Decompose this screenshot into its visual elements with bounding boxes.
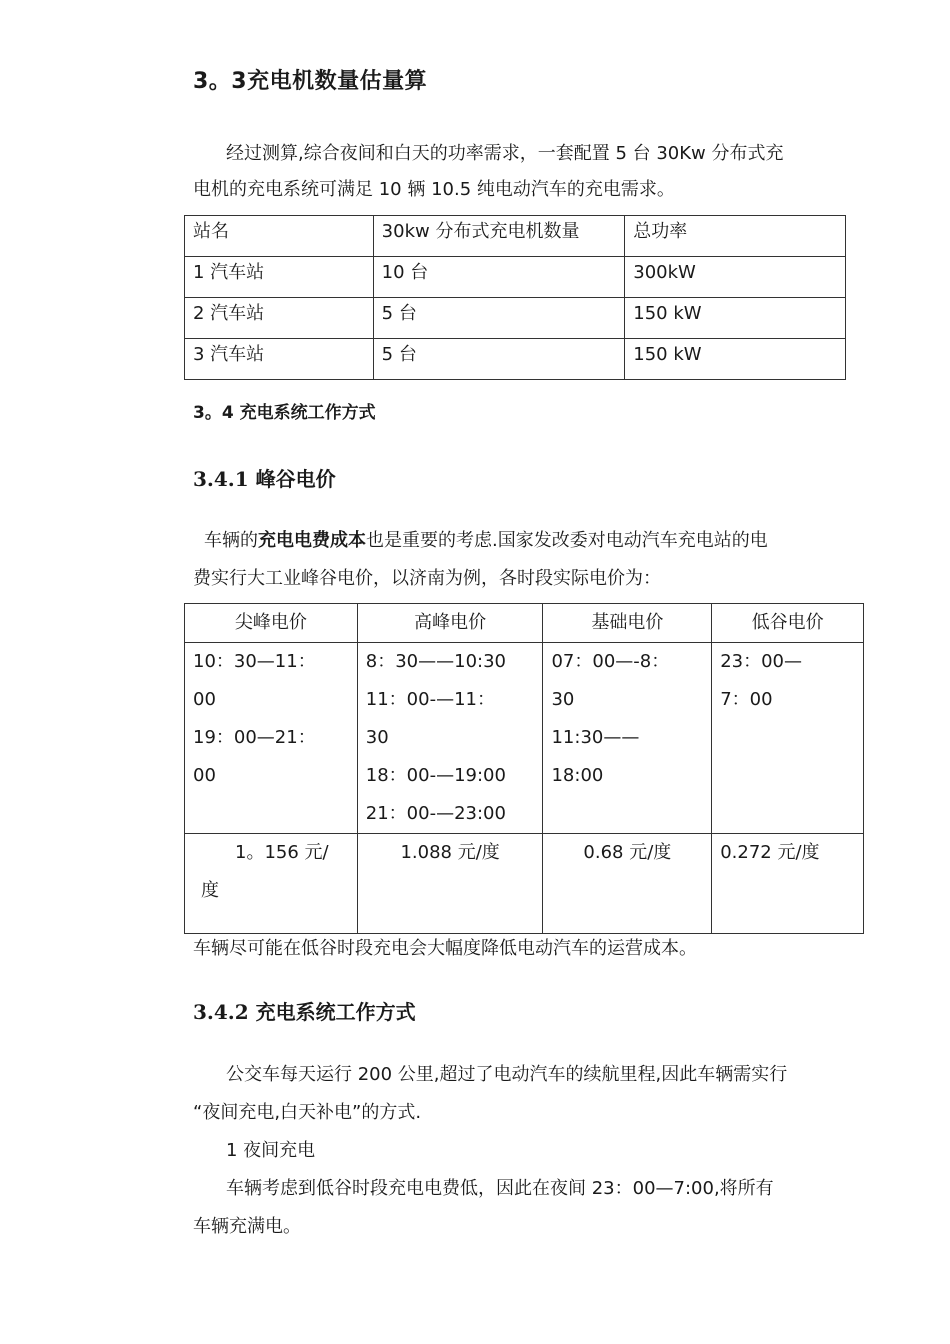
table-header-cell: 基础电价 [543,604,712,643]
table-header-cell: 低谷电价 [712,604,864,643]
price-cell: 1.088 元/度 [357,834,543,934]
paragraph-line: “夜间充电,白天补电”的方式. [193,1102,422,1123]
cell-line: 00 [193,765,216,786]
cell-line: 11:30—— [551,727,640,748]
paragraph-line: 公交车每天运行 200 公里,超过了电动汽车的续航里程,因此车辆需实行 [226,1064,788,1085]
table-header-cell: 站名 [185,216,374,257]
cell-line: 1。156 元/ [235,842,329,863]
cell-line: 30 [365,727,389,748]
time-period-cell [712,643,864,834]
price-cell: 0.272 元/度 [712,834,864,934]
table-row [185,298,846,339]
cell-line: 度 [201,880,219,901]
table-cell: 1 汽车站 [185,257,374,298]
electricity-price-table [184,603,864,934]
section-title-3-4: 3。4 充电系统工作方式 [193,403,376,423]
table-header-cell: 总功率 [625,216,846,257]
table-header-row [185,604,864,643]
list-item: 1 夜间充电 [226,1140,316,1161]
cell-line: 11：00-—11： [365,689,495,710]
paragraph-line [204,522,768,560]
table-row [185,339,846,380]
table-row [185,257,846,298]
table-header-row [185,216,846,257]
table-cell: 5 台 [373,339,625,380]
section-title-3-3: 3。3充电机数量估量算 [193,69,428,94]
table-header-cell: 高峰电价 [357,604,543,643]
table-cell: 3 汽车站 [185,339,374,380]
table-row [185,643,864,834]
cell-line: 10：30—11： [193,651,316,672]
cell-line: 8：30——10:30 [365,651,507,672]
table-cell: 10 台 [373,257,625,298]
paragraph-text: 车辆的 [204,530,258,551]
price-cell [185,834,358,934]
table-cell: 300kW [625,257,846,298]
paragraph-line: 车辆充满电。 [193,1216,301,1237]
table-header-cell: 尖峰电价 [185,604,358,643]
section-title-3-4-1: 3.4.1 峰谷电价 [193,467,336,491]
table-cell: 150 kW [625,339,846,380]
charger-count-table [184,215,846,380]
table-cell: 5 台 [373,298,625,339]
cell-line: 00 [193,689,216,710]
table-cell: 2 汽车站 [185,298,374,339]
paragraph-line: 经过测算,综合夜间和白天的功率需求，一套配置 5 台 30Kw 分布式充 [226,143,784,164]
cell-line: 21：00-—23:00 [365,803,506,824]
time-period-cell [357,643,543,834]
cell-line: 23：00— [720,651,803,672]
cell-line: 7：00 [720,689,773,710]
paragraph-text: 也是重要的考虑.国家发改委对电动汽车充电站的电 [366,530,768,551]
bold-emphasis: 充电电费成本 [258,530,366,551]
cell-line: 07：00—-8： [551,651,670,672]
paragraph-line: 费实行大工业峰谷电价，以济南为例，各时段实际电价为： [193,568,661,589]
table-cell: 150 kW [625,298,846,339]
cell-line: 18:00 [551,765,604,786]
paragraph-line: 车辆考虑到低谷时段充电电费低，因此在夜间 23：00—7:00,将所有 [226,1178,774,1199]
time-period-cell [185,643,358,834]
paragraph-line: 电机的充电系统可满足 10 辆 10.5 纯电动汽车的充电需求。 [193,179,675,200]
table-row [185,834,864,934]
cell-line: 19：00—21： [193,727,316,748]
table-header-cell: 30kw 分布式充电机数量 [373,216,625,257]
time-period-cell [543,643,712,834]
price-cell: 0.68 元/度 [543,834,712,934]
section-title-3-4-2: 3.4.2 充电系统工作方式 [193,1000,416,1024]
cell-line: 18：00-—19:00 [365,765,506,786]
cell-line: 30 [551,689,575,710]
paragraph-line: 车辆尽可能在低谷时段充电会大幅度降低电动汽车的运营成本。 [193,938,697,959]
